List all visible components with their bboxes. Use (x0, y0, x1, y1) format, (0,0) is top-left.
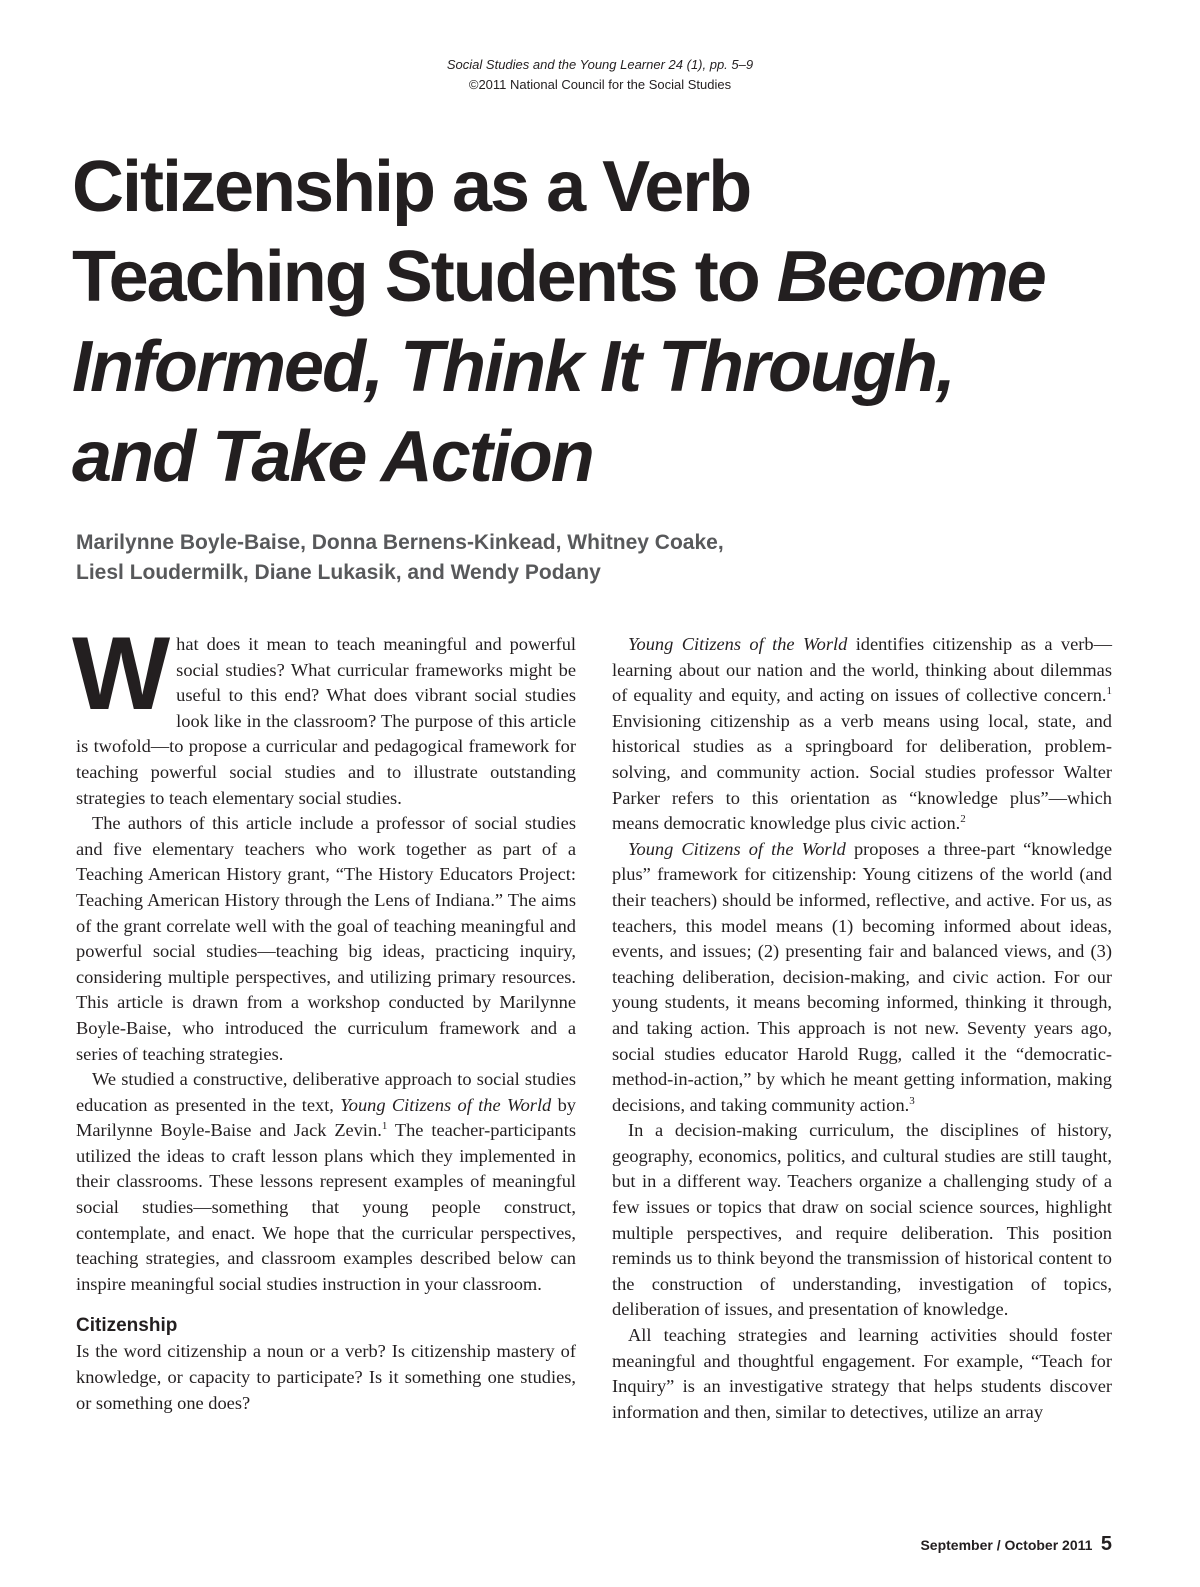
footnote-ref: 1 (381, 1120, 388, 1133)
body-paragraph: The authors of this article include a professor of social studies and five elementary teachers who work together as part of a Teaching American History grant, “The History Educators Project: Teaching American History through the Lens of Indiana.” The aims of the grant correlate well with the goal of teaching meaningful and powerful social studies—teaching big ideas, practicing inquiry, considering multiple perspectives, and utilizing primary resources. This article is drawn from a workshop conducted by Marilynne Boyle-Baise, who introduced the curriculum framework and a series of teaching strategies. (76, 813, 576, 1064)
body-paragraph (76, 1067, 576, 1297)
article-title (72, 142, 1152, 502)
text-run: Envisioning citizenship as a verb means using local, state, and historical studies as a springboard for deliberation, problem-solving, and community action. Social studies professor Walter Parker refers to this orientation as “knowledge plus”—which means democratic knowledge plus civic action. (612, 710, 1112, 834)
text-run: by Marilynne Boyle-Baise and Jack Zevin. (76, 1094, 576, 1141)
journal-citation: Social Studies and the Young Learner 24 (1), pp. 5–9 (446, 57, 754, 72)
book-title: Young Citizens of the World (340, 1094, 552, 1115)
book-title: Young Citizens of the World (628, 634, 848, 654)
copyright-line: ©2011 National Council for the Social Studies (468, 77, 732, 92)
body-paragraph: All teaching strategies and learning activities should foster meaningful and thoughtful engagement. For example, “Teach for Inquiry” is an investigative strategy that helps students discover information and then, similar to detectives, utilize an array (612, 1325, 1112, 1422)
section-heading: Citizenship (76, 1315, 178, 1337)
footnote-ref: 2 (960, 813, 966, 826)
title-line-1: Citizenship as a Verb (72, 147, 751, 227)
drop-cap: W (72, 616, 171, 732)
text-run: identifies citizenship as a verb—learning about our nation and the world, thinking about dilemmas of equality and equity, and acting on issues of collective concern. (612, 634, 1112, 706)
footnote-ref: 3 (909, 1094, 915, 1107)
intro-paragraph (72, 616, 576, 811)
title-line-3: Informed, Think It Through, (72, 327, 954, 407)
title-line-4: and Take Action (72, 417, 593, 497)
left-column (72, 616, 576, 1416)
text-run: We studied a constructive, deliberative approach to social studies education as presented in the text, (76, 1069, 576, 1115)
running-header (0, 55, 1200, 95)
body-paragraph: In a decision-making curriculum, the disciplines of history, geography, economics, politics, and cultural studies are still taught, but in a different way. Teachers organize a challenging study of a few issues or topics that draw on social science sources, highlight multiple perspectives, and require deliberation. This position reminds us to think beyond the transmission of historical content to the construction of understanding, investigation of topics, deliberation of issues, and presentation of knowledge. (612, 1120, 1112, 1320)
body-paragraph (612, 632, 1112, 837)
right-column (612, 632, 1112, 1425)
body-paragraph (612, 837, 1112, 1119)
text-run: The teacher-participants utilized the ideas to craft lesson plans which they implemented in their classrooms. These lessons represent examples of meaningful social studies—something that young people construct, contemplate, and enact. We hope that the curricular perspectives, teaching strategies, and classroom examples described below can inspire meaningful social studies instruction in your classroom. (76, 1120, 576, 1294)
authors-line-1: Marilynne Boyle-Baise, Donna Bernens-Kinkead, Whitney Coake, (76, 531, 724, 554)
footnote-ref: 1 (1106, 685, 1112, 698)
title-line-2-italic: Become (776, 237, 1045, 317)
page-number: 5 (1100, 1533, 1112, 1555)
authors-line-2: Liesl Loudermilk, Diane Lukasik, and Wendy Podany (76, 561, 601, 584)
issue-date: September / October 2011 (920, 1537, 1093, 1553)
body-paragraph: Is the word citizenship a noun or a verb? Is citizenship mastery of knowledge, or capacity to participate? Is it something one studies, or something one does? (76, 1341, 576, 1413)
author-byline (76, 528, 1076, 588)
book-title: Young Citizens of the World (628, 838, 846, 859)
text-run: proposes a three-part “knowledge plus” framework for citizenship: Young citizens of the world (and their teachers) should be informed, reflective, and active. For us, as teachers, this model means (1) becoming informed about ideas, events, and issues; (2) presenting fair and balanced views, and (3) teaching deliberation, decision-making, and civic action. For our young students, it means becoming informed, thinking it through, and taking action. This approach is not new. Seventy years ago, social studies educator Harold Rugg, called it the “democratic-method-in-action,” by which he meant getting information, making decisions, and taking community action. (612, 838, 1112, 1115)
title-line-2-regular: Teaching Students to (72, 237, 777, 317)
page-footer (920, 1533, 1112, 1556)
intro-text: hat does it mean to teach meaningful and powerful social studies? What curricular frameworks might be useful to this end? What does vibrant social studies look like in the classroom? The purpose of this article is twofold—to propose a curricular and pedagogical framework for teaching powerful social studies and to illustrate outstanding strategies to teach elementary social studies. (76, 634, 576, 808)
title-line-2 (72, 232, 1152, 322)
